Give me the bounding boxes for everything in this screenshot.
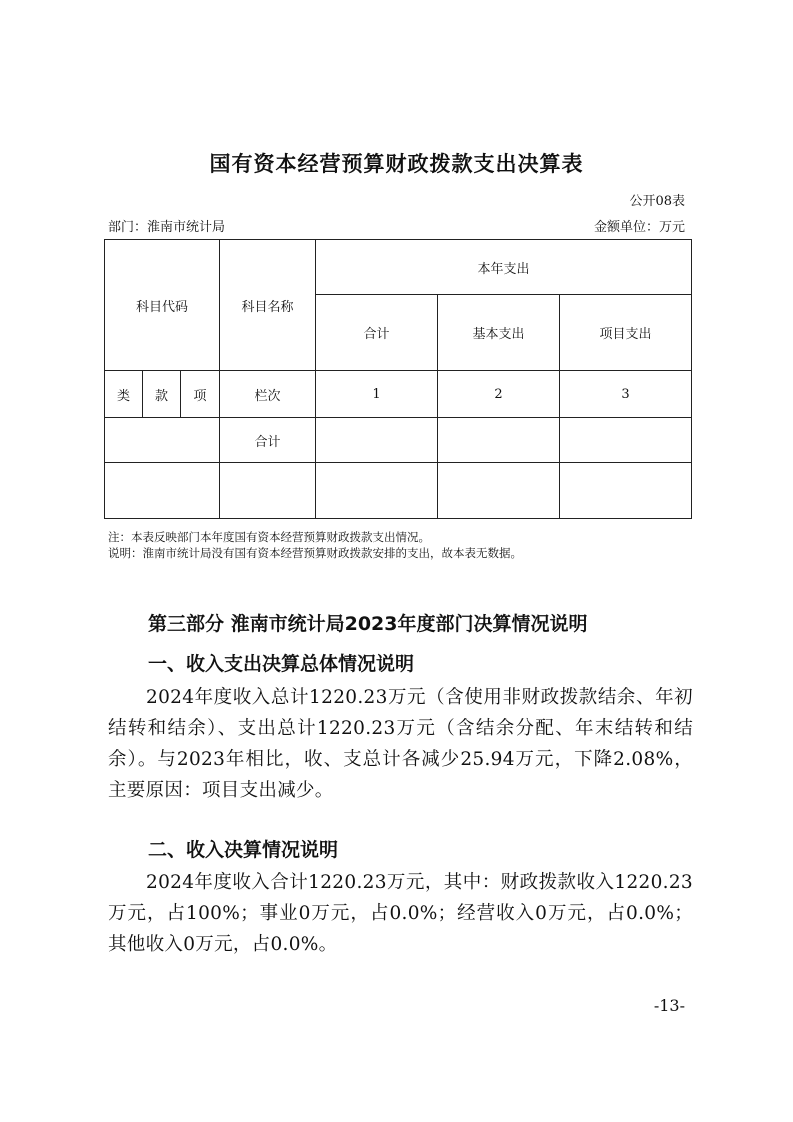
column-number-2: 2 [438,371,560,418]
department-label: 部门：淮南市统计局 [108,220,226,235]
section-heading-two: 二、收入决算情况说明 [148,839,339,861]
total-row-total [316,418,438,463]
header-column-order: 栏次 [220,371,316,418]
header-kuan: 款 [143,371,181,418]
header-project-expense: 项目支出 [560,295,692,371]
table-row [105,463,692,519]
page-number: -13- [653,996,685,1015]
empty-cell [316,463,438,519]
paragraph-one-text: 2024年度收入总计1220.23万元（含使用非财政拨款结余、年初结转和结余）、支出总计1220.23万元（含结余分配、年末结转和结余）。与2023年相比，收、支总计各减少25.94万元，下降2.08%，主要原因：项目支出减少。 [108,687,693,801]
column-number-3: 3 [560,371,692,418]
section-heading-one: 一、收入支出决算总体情况说明 [148,653,415,675]
table-title: 国有资本经营预算财政拨款支出决算表 [209,152,584,176]
part-heading: 第三部分 淮南市统计局2023年度部门决算情况说明 [148,613,588,635]
column-number-1: 1 [316,371,438,418]
table-explanation: 说明：淮南市统计局没有国有资本经营预算财政拨款安排的支出，故本表无数据。 [108,546,522,560]
table-row [105,418,692,463]
total-row-label: 合计 [220,418,316,463]
header-subject-name: 科目名称 [220,240,316,371]
header-xiang: 项 [181,371,220,418]
amount-unit-label: 金额单位：万元 [593,220,685,235]
paragraph-two-text: 2024年度收入合计1220.23万元，其中：财政拨款收入1220.23万元，占100%；事业0万元，占0.0%；经营收入0万元，占0.0%；其他收入0万元，占0.0%。 [108,872,693,955]
paragraph-two [108,867,693,960]
total-row-code [105,418,220,463]
header-total: 合计 [316,295,438,371]
header-current-year-expense: 本年支出 [316,240,692,295]
header-subject-code: 科目代码 [105,240,220,371]
header-lei: 类 [105,371,143,418]
table-note: 注：本表反映部门本年度国有资本经营预算财政拨款支出情况。 [108,530,430,544]
total-row-project [560,418,692,463]
empty-cell [220,463,316,519]
empty-cell [105,463,220,519]
expenditure-table [104,239,692,519]
paragraph-one [108,682,693,806]
total-row-basic [438,418,560,463]
empty-cell [438,463,560,519]
empty-cell [560,463,692,519]
form-number: 公开08表 [629,194,685,209]
header-basic-expense: 基本支出 [438,295,560,371]
